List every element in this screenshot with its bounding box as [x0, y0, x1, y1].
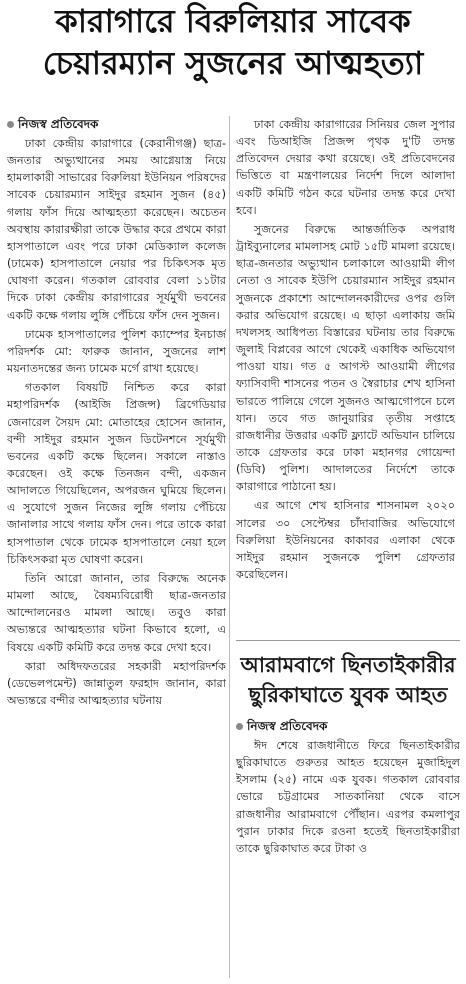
- second-headline-line-1: আরামবাগে ছিনতাইকারীর: [240, 653, 456, 677]
- paragraph: তিনি আরো জানান, তার বিরুদ্ধে অনেক মামলা আছে, বৈষম্যবিরোধী ছাত্র-জনতার আন্দোলনেরও মামলা আছে। তবুও কারা অভ্যন্তরে আত্মহত্যার ঘটনা কিভাবে হলো, এ বিষয়ে একটি কমিটি করে তদন্ত করে দেখা হবে।: [7, 571, 226, 654]
- headline-line-1: কারাগারে বিরুলিয়ার সাবেক: [55, 2, 411, 40]
- paragraph: ঈদ শেষে রাজধানীতে ফিরে ছিনতাইকারীর ছুরিকাঘাতে গুরুতর আহত হয়েছেন মুজাহিদুল ইসলাম (২৫) নামে এক যুবক। গতকাল রোববার ভোরে চট্টগ্রামের সাতকানিয়া থেকে বাসে রাজধানীর আরামবাগে পৌঁছান। এরপর কমলাপুর পুরান ঢাকার দিকে রওনা হতেই ছিনতাইকারীরা তাকে ছুরিকাঘাত করে টাকা ও: [236, 739, 460, 855]
- paragraph: এর আগে শেখ হাসিনার শাসনামল ২০২০ সালের ৩০ সেপ্টেম্বর চাঁদাবাজির অভিযোগে বিরুলিয়া ইউনিয়নের কাকাবর এলাকা থেকে সাইদুর রহমান সুজনকে পুলিশ গ্রেফতার করেছিলেন।: [236, 499, 455, 582]
- second-headline-line-2: ছুরিকাঘাতে যুবক আহত: [248, 683, 448, 707]
- paragraph: ঢাকা কেন্দ্রীয় কারাগারে (কেরানীগঞ্জ) ছাত্র-জনতার অভ্যুত্থানের সময় আগ্নেয়াস্ত্র নিয়ে হামলাকারী সাভারের বিরুলিয়া ইউনিয়ন পরিষদের সাবেক চেয়ারম্যান সাইদুর রহমান সুজন (৪৫) গলায় ফাঁস দিয়ে আত্মহত্যা করেছেন। অচেতন অবস্থায় কারারক্ষীরা তাকে উদ্ধার করে প্রথমে কারা হাসপাতালে এবং পরে ঢাকা মেডিক্যাল কলেজ (ঢামেক) হাসপাতালে নেয়ার পর চিকিৎসক মৃত ঘোষণা করেন। গতকাল রোববার বেলা ১১টার দিকে ঢাকা কেন্দ্রীয় কারাগারের সূর্যমুখী ভবনের একটি কক্ষে গলায় লুঙ্গি পেঁচিয়ে ফাঁস দেন সুজন।: [7, 137, 226, 322]
- second-article-body: [236, 718, 460, 978]
- second-byline: [236, 718, 460, 734]
- byline: [7, 116, 226, 132]
- headline-line-2: চেয়ারম্যান সুজনের আত্মহত্যা: [42, 44, 424, 82]
- bullet-icon: [7, 121, 14, 128]
- article-right-column: [236, 116, 455, 636]
- bullet-icon: [236, 723, 243, 730]
- paragraph: কারা অধিদফতরের সহকারী মহাপরিদর্শক (ডেভেলপমেন্ট) জান্নাতুল ফরহাদ জানান, কারা অভ্যন্তরে বন্দীর আত্মহত্যার ঘটনায়: [7, 659, 226, 707]
- paragraph: ঢামেক হাসপাতালের পুলিশ ক্যাম্পের ইনচার্জ পরিদর্শক মো: ফারুক জানান, সুজনের লাশ ময়নাতদন্তের জন্য ঢামেক মর্গে রাখা হয়েছে।: [7, 327, 226, 376]
- column-divider: [229, 116, 230, 978]
- main-headline: [0, 0, 466, 96]
- second-headline: [236, 650, 460, 710]
- paragraph: সুজনের বিরুদ্ধে আন্তর্জাতিক অপরাধ ট্রাইব্যুনালের মামলাসহ মোট ১৫টি মামলা রয়েছে। ছাত্র-জনতার অভ্যুত্থান চলাকালে আওয়ামী লীগ নেতা ও সাবেক ইউপি চেয়ারম্যান সাইদুর রহমান সুজনকে প্রকাশ্যে আন্দোলনকারীদের ওপর গুলি করার অভিযোগ রয়েছে। এ ছাড়া এলাকায় জমি দখলসহ আধিপত্য বিস্তারের ঘটনায় তার বিরুদ্ধে জুলাই বিপ্লবের আগে থেকেই একাধিক অভিযোগ পাওয়া যায়। গত ৫ আগস্ট আওয়ামী লীগের ফ্যাসিবাদী শাসনের পতন ও স্বৈরাচার শেখ হাসিনা ভারতে পালিয়ে গেলে সুজনও আত্মগোপনে চলে যান। তবে গত জানুয়ারির তৃতীয় সপ্তাহে রাজধানীর উত্তরার একটি ফ্ল্যাটে অভিযান চালিয়ে তাকে গ্রেফতার করে ঢাকা মহানগর গোয়েন্দা (ডিবি) পুলিশ। আদালতের নির্দেশে তাকে কারাগারে পাঠানো হয়।: [236, 222, 455, 494]
- byline-text: নিজস্ব প্রতিবেদক: [247, 719, 328, 733]
- article-left-column: [7, 116, 226, 978]
- byline-text: নিজস্ব প্রতিবেদক: [18, 117, 99, 131]
- paragraph: ঢাকা কেন্দ্রীয় কারাগারের সিনিয়র জেল সুপার এবং ডিআইজি প্রিজন্স পৃথক দু'টি তদন্ত প্রতিবেদন দেয়ার কথা রয়েছে। ওই প্রতিবেদনের ভিত্তিতে বা মন্ত্রণালয়ের নির্দেশ দিলে আলাদা একটি কমিটি গঠন করে ঘটনার তদন্ত করে দেখা হবে।: [236, 118, 455, 217]
- paragraph: গতকাল বিষয়টি নিশ্চিত করে কারা মহাপরিদর্শক (আইজি প্রিজন্স) ব্রিগেডিয়ার জেনারেল সৈয়দ মো: মোতাহের হোসেন জানান, বন্দী সাইদুর রহমান সুজন ডিটেনশনে সূর্যমুখী ভবনের একটি কক্ষে ছিলেন। সকালে নাস্তাও করেছেন। ওই কক্ষে তিনজন বন্দী, একজন আদালতে গিয়েছিলেন, অপরজন ঘুমিয়ে ছিলেন। এ সুযোগে সুজন নিজের লুঙ্গি গলায় পেঁচিয়ে জানালার সাথে গলায় ফাঁস দেন। পরে তাকে কারা হাসপাতাল থেকে ঢামেক হাসপাতালে নেয়া হলে চিকিৎসকরা মৃত ঘোষণা করেন।: [7, 381, 226, 566]
